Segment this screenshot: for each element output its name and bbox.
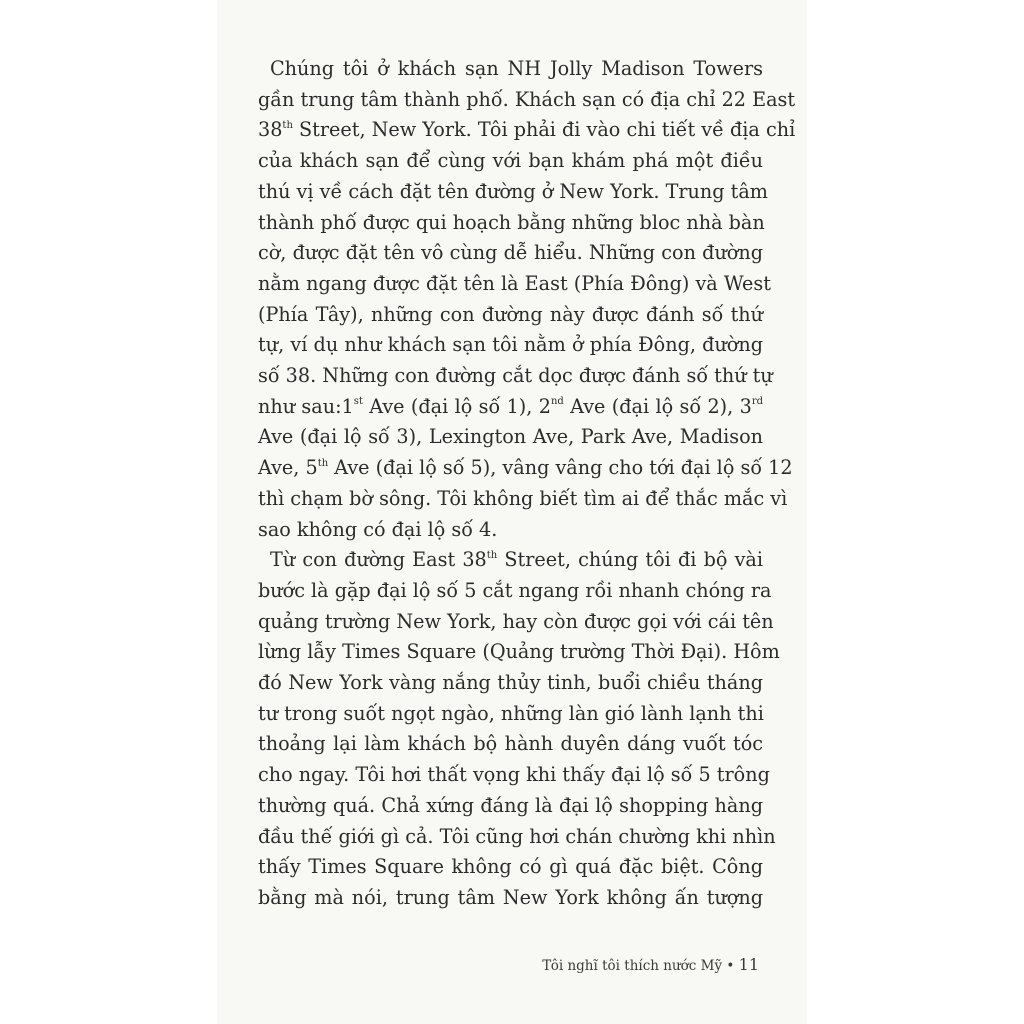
text-run: bước là gặp đại lộ số 5 cắt ngang rồi nhanh chóng ra (258, 578, 772, 602)
text-run: Street, chúng tôi đi bộ vài (497, 548, 763, 572)
text-run: cho ngay. Tôi hơi thất vọng khi thấy đại lộ số 5 trông (258, 763, 770, 787)
footer-separator: • (726, 958, 735, 974)
text-run: Ave (đại lộ số 2), 3 (563, 394, 752, 418)
text-run: Ave (đại lộ số 5), vâng vâng cho tới đại lộ số 12 (328, 456, 793, 480)
paragraph (258, 545, 780, 913)
text-line (258, 699, 763, 730)
text-line (258, 422, 763, 453)
text-line (258, 269, 771, 300)
text-run: nằm ngang được đặt tên là East (Phía Đông) và West (258, 271, 771, 295)
text-line (258, 515, 763, 546)
book-title: Tôi nghĩ tôi thích nước Mỹ (542, 958, 723, 974)
text-line (258, 607, 774, 638)
text-line (258, 760, 770, 791)
text-run: Ave (đại lộ số 3), Lexington Ave, Park Ave, Madison (258, 425, 763, 449)
text-run: bằng mà nói, trung tâm New York không ấn tượng (258, 885, 763, 909)
text-run: đó New York vàng nắng thủy tinh, buổi chiều tháng (258, 671, 763, 695)
text-run: thú vị về cách đặt tên đường ở New York. Trung tâm (258, 179, 768, 203)
text-run: sao không có đại lộ số 4. (258, 517, 498, 541)
text-run: Street, New York. Tôi phải đi vào chi tiết về địa chỉ (292, 118, 796, 142)
text-run: thoảng lại làm khách bộ hành duyên dáng vuốt tóc (258, 732, 763, 756)
body-text (258, 54, 796, 914)
text-run: lừng lẫy Times Square (Quảng trường Thời Đại). Hôm (258, 640, 780, 664)
text-run: Chúng tôi ở khách sạn NH Jolly Madison Towers (270, 57, 763, 80)
text-run: (Phía Tây), những con đường này được đánh số thứ (258, 302, 763, 326)
text-run: thành phố được qui hoạch bằng những bloc nhà bàn (258, 210, 765, 234)
superscript: rd (751, 396, 763, 408)
text-line (258, 637, 780, 668)
superscript: nd (550, 396, 564, 408)
text-line (258, 392, 763, 423)
text-run: quảng trường New York, hay còn được gọi với cái tên (258, 609, 774, 633)
text-line (258, 115, 796, 146)
text-line (258, 54, 763, 85)
text-line (258, 729, 763, 760)
text-run: tự, ví dụ như khách sạn tôi nằm ở phía Đông, đường (258, 333, 763, 357)
paragraph (258, 54, 796, 545)
text-run: 38 (258, 118, 283, 142)
text-run: thường quá. Chả xứng đáng là đại lộ shopping hàng (258, 793, 763, 817)
book-page (217, 0, 807, 1024)
text-run: của khách sạn để cùng với bạn khám phá một điều (258, 149, 763, 173)
superscript: st (353, 396, 363, 408)
text-line (258, 453, 793, 484)
text-run: tư trong suốt ngọt ngào, những làn gió lành lạnh thi (258, 701, 764, 725)
text-run: thấy Times Square không có gì quá đặc biệt. Công (258, 855, 763, 879)
text-line (258, 361, 773, 392)
text-line (258, 883, 763, 914)
text-line (258, 208, 763, 239)
text-line (258, 791, 763, 822)
text-run: thì chạm bờ sông. Tôi không biết tìm ai để thắc mắc vì (258, 486, 788, 510)
text-line (258, 668, 763, 699)
superscript: th (486, 549, 498, 561)
text-line (258, 545, 763, 576)
superscript: th (317, 457, 329, 469)
text-line (258, 484, 788, 515)
text-run: Ave, 5 (258, 456, 318, 480)
text-line (258, 300, 763, 331)
text-run: Từ con đường East 38 (270, 548, 487, 572)
text-line (258, 238, 763, 269)
text-run: đầu thế giới gì cả. Tôi cũng hơi chán chường khi nhìn (258, 824, 776, 848)
text-run: Ave (đại lộ số 1), 2 (362, 394, 551, 418)
text-line (258, 822, 776, 853)
text-line (258, 177, 768, 208)
text-run: số 38. Những con đường cắt dọc được đánh số thứ tự (258, 364, 773, 388)
superscript: th (282, 120, 293, 132)
page-number: 11 (738, 955, 759, 974)
text-run: cờ, được đặt tên vô cùng dễ hiểu. Những con đường (258, 241, 763, 265)
text-line (258, 146, 763, 177)
text-run: như sau:1 (258, 394, 354, 418)
text-line (258, 330, 763, 361)
text-line (258, 85, 796, 116)
text-run: gần trung tâm thành phố. Khách sạn có địa chỉ 22 East (258, 87, 796, 111)
text-line (258, 576, 772, 607)
running-footer (542, 955, 759, 974)
text-line (258, 852, 763, 883)
